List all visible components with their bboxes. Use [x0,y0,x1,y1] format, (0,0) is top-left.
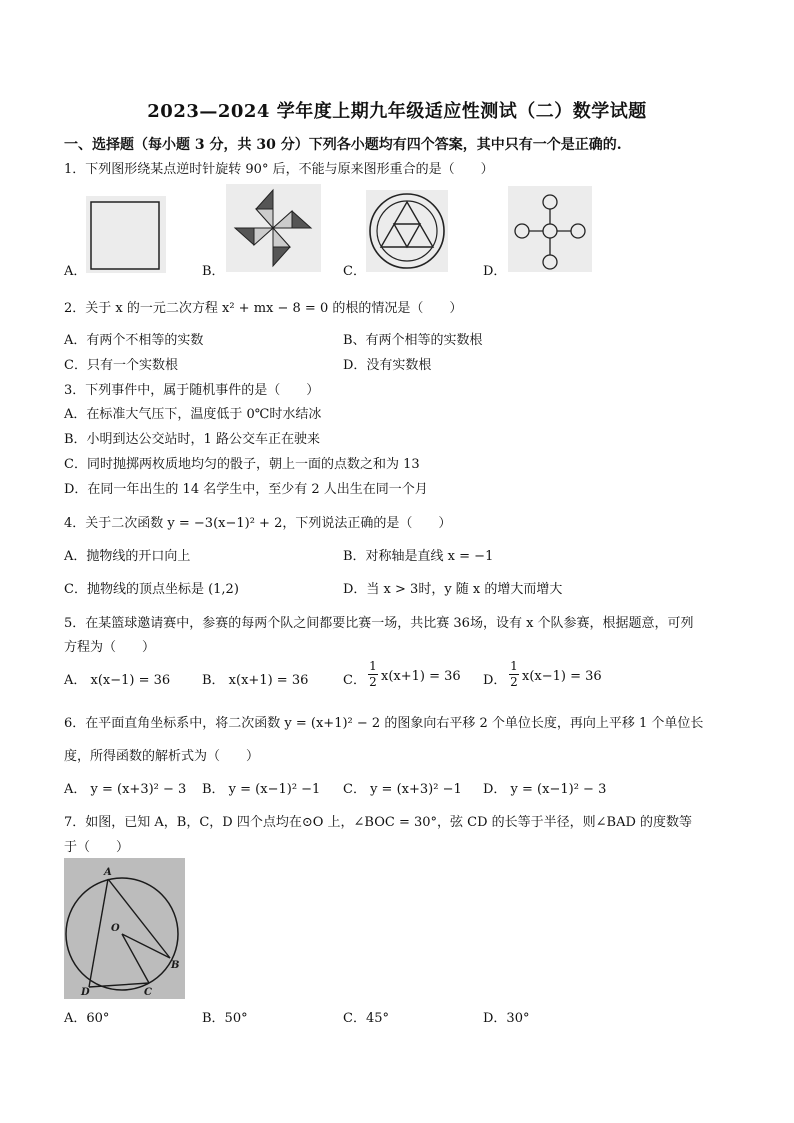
q4-option-d: D．当 x > 3时，y 随 x 的增大而增大 [343,582,563,597]
q6-option-d: D． y = (x−1)² − 3 [483,782,607,797]
pinwheel-figure [226,184,321,272]
q2-option-d: D．没有实数根 [343,358,432,373]
fraction-numerator: 1 [510,659,518,673]
q3-option-d: D．在同一年出生的 14 名学生中，至少有 2 人出生在同一个月 [64,482,428,497]
q3-option-a: A．在标准大气压下，温度低于 0℃时水结冰 [64,407,322,422]
fraction-numerator: 1 [369,659,377,673]
question-7-text-cont: 于（ ） [64,840,130,855]
q5-option-c-label: C． [343,673,366,688]
point-label-b: B [171,960,180,971]
cross-circles-figure [508,186,592,272]
question-4-text: 4．关于二次函数 y = −3(x−1)² + 2，下列说法正确的是（ ） [64,516,452,531]
q4-option-a: A．抛物线的开口向上 [64,549,191,564]
q2-option-c: C．只有一个实数根 [64,358,178,373]
question-6-text: 6．在平面直角坐标系中，将二次函数 y = (x+1)² − 2 的图象向右平移 2 个单位长度，再向上平移 1 个单位长 [64,716,704,731]
q1-label-a: A． [64,264,87,279]
question-2-text: 2．关于 x 的一元二次方程 x² + mx − 8 = 0 的根的情况是（ ） [64,301,463,316]
point-label-d: D [81,987,90,998]
point-label-o: O [111,923,120,934]
question-3-text: 3．下列事件中，属于随机事件的是（ ） [64,383,320,398]
q2-option-a: A．有两个不相等的实数 [64,333,204,348]
q5-option-d-fraction [509,659,519,690]
question-5-text: 5．在某篮球邀请赛中，参赛的每两个队之间都要比赛一场，共比赛 36场，设有 x 个队参赛，根据题意，可列 [64,616,694,631]
q4-option-c: C．抛物线的顶点坐标是 (1,2) [64,582,239,597]
question-1-text: 1．下列图形绕某点逆时针旋转 90° 后，不能与原来图形重合的是（ ） [64,162,494,177]
q5-option-d-label: D． [483,673,507,688]
q5-option-d-expr: x(x−1) = 36 [522,669,602,684]
q1-label-d: D． [483,264,507,279]
q5-option-b: B． x(x+1) = 36 [202,673,309,688]
circle-triangle-figure [366,190,448,272]
q5-option-c-fraction [368,659,378,690]
q7-option-c: C．45° [343,1011,389,1026]
circle-geometry-figure [64,858,185,999]
q1-label-c: C． [343,264,366,279]
question-6-text-cont: 度，所得函数的解析式为（ ） [64,749,260,764]
q1-label-b: B． [202,264,225,279]
q7-option-d: D．30° [483,1011,530,1026]
question-5-text-cont: 方程为（ ） [64,640,156,655]
q3-option-c: C．同时抛掷两枚质地均匀的骰子，朝上一面的点数之和为 13 [64,457,420,472]
q6-option-b: B． y = (x−1)² −1 [202,782,321,797]
q7-option-a: A．60° [64,1011,110,1026]
q6-option-a: A． y = (x+3)² − 3 [64,782,187,797]
point-label-a: A [104,867,112,878]
q4-option-b: B．对称轴是直线 x = −1 [343,549,494,564]
question-7-text: 7．如图，已知 A，B，C，D 四个点均在⊙O 上，∠BOC = 30°，弦 CD 的长等于半径，则∠BAD 的度数等 [64,815,693,830]
fraction-denominator: 2 [369,675,377,689]
square-figure [86,196,166,273]
q2-option-b: B、有两个相等的实数根 [343,333,483,348]
q5-option-c-expr: x(x+1) = 36 [381,669,461,684]
q3-option-b: B．小明到达公交站时，1 路公交车正在驶来 [64,432,320,447]
q6-option-c: C． y = (x+3)² −1 [343,782,462,797]
fraction-denominator: 2 [510,675,518,689]
page-title: 2023—2024 学年度上期九年级适应性测试（二）数学试题 [147,101,647,122]
point-label-c: C [144,987,152,998]
section-heading: 一、选择题（每小题 3 分，共 30 分）下列各小题均有四个答案，其中只有一个是正确的. [64,137,622,153]
q7-option-b: B．50° [202,1011,248,1026]
q5-option-a: A． x(x−1) = 36 [64,673,171,688]
